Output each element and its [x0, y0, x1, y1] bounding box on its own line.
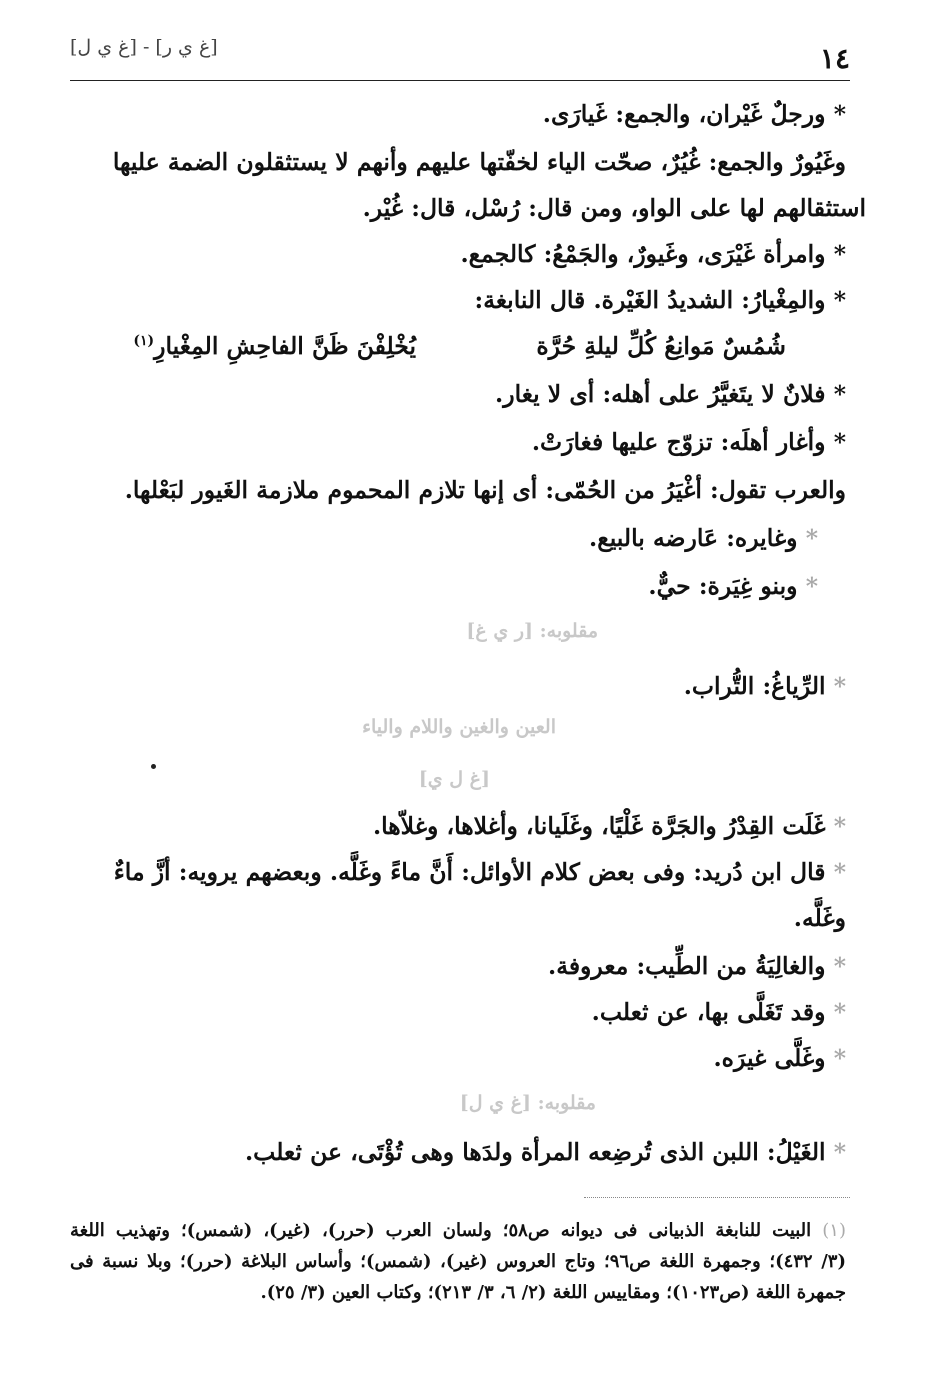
entry-line [363, 194, 866, 222]
entry-text: وقد تَغَلَّى بها، عن ثعلب. [591, 998, 826, 1026]
entry-line [548, 952, 846, 980]
entry-line [543, 100, 846, 128]
entry-text: والمِغْيارُ: الشديدُ الغَيْرة. قال النابغة: [474, 286, 826, 314]
footnote-text: البيت للنابغة الذبيانى فى ديوانه ص٥٨؛ ولسان العرب (حرر)، (غير)، (شمس)؛ وتهذيب اللغة [70, 1220, 812, 1241]
verse-first-hemistich: شُمُسٌ مَوانِعُ كُلِّ ليلةِ حُرَّة [536, 332, 786, 360]
entry-marker: * [833, 1138, 846, 1166]
footnote-marker: (١) [822, 1220, 846, 1241]
entry-line [475, 286, 846, 314]
entry-marker: * [833, 428, 846, 456]
entry-text: والغالِيَةُ من الطِّيب: معروفة. [548, 952, 826, 980]
entry-line [713, 1044, 846, 1072]
entry-text: غَلَت القِدْرُ والجَرَّة غَلْيًا، وغَلَيانا، وأغلاها، وغلاّها. [372, 812, 826, 840]
entry-text: وبنو غِيَرة: حيٌّ. [648, 572, 798, 600]
entry-text: والعرب تقول: أغْيَرُ من الحُمّى: أى إنها تلازم المحموم ملازمة الغَيور لبَعْلها. [124, 476, 846, 504]
entry-text: قال ابن دُريد: وفى بعض كلام الأوائل: أَنَّ ماءً وغَلَّه. وبعضهم يرويه: أزَّ ماءٌ [113, 858, 826, 886]
entry-marker: * [833, 380, 846, 408]
footnotes [70, 1215, 846, 1308]
entry-text: وامرأة غَيْرَى، وغَيورٌ، والجَمْعُ: كالجمع. [460, 240, 826, 268]
entry-marker: * [833, 812, 846, 840]
entry-line [592, 998, 846, 1026]
entry-line [460, 240, 846, 268]
entry-marker: * [833, 672, 846, 700]
section-title: مقلوبه: [غ ي ل] [459, 1092, 596, 1114]
print-speck [151, 764, 156, 769]
entry-text: وغَلَّه. [793, 904, 846, 932]
entry-text: فلانٌ لا يتَغيَّرُ على أهله: أى لا يغار. [495, 380, 826, 408]
page-number: ١٤ [819, 42, 850, 75]
entry-line [648, 572, 818, 600]
footnote-line [70, 1215, 846, 1246]
entry-marker: * [833, 100, 846, 128]
entry-line [66, 858, 846, 886]
entry-marker: * [833, 952, 846, 980]
entry-text: استثقالهم لها على الواو، ومن قال: رُسْل، قال: غُيْر. [362, 194, 866, 222]
entry-marker: * [805, 524, 818, 552]
footnote-line: (٣/ ٤٣٢)؛ وجمهرة اللغة ص٩٦؛ وتاج العروس (غير)، (شمس)؛ وأساس البلاغة (حرر)؛ وبلا نسبة فى [70, 1251, 846, 1272]
entry-text: وغايره: عَارضه بالبيع. [589, 524, 798, 552]
page-header [70, 30, 850, 81]
section-title: مقلوبه: [ر ي غ] [466, 620, 598, 642]
entry-line [684, 672, 846, 700]
entry-text: الرِّياغُ: التُّراب. [683, 672, 826, 700]
entry-line [532, 428, 846, 456]
entry-marker: * [833, 240, 846, 268]
entry-marker: * [833, 286, 846, 314]
entry-line [589, 524, 818, 552]
verse-second-hemistich [133, 332, 416, 360]
entry-line [794, 904, 846, 932]
entry-line [66, 148, 846, 176]
footnote-divider [584, 1197, 850, 1198]
entry-marker: * [833, 858, 846, 886]
entry-line [125, 476, 846, 504]
entry-text: وغَيُورٌ والجمع: غُيُرٌ، صحّت الياء لخفّتها عليهم وأنهم لا يستثقلون الضمة عليها [112, 148, 846, 176]
entry-line [245, 1138, 846, 1166]
verse-second-text: يُخْلِفْنَ ظَنَّ الفاحِشِ المِغْيارِ [154, 332, 416, 360]
section-title: العين والغين واللام والياء [362, 716, 556, 738]
footnote-line: جمهرة اللغة (ص١٠٢٣)؛ ومقاييس اللغة (٢/ ٦، ٣/ ٢١٣)؛ وكتاب العين (٣/ ٢٥). [260, 1282, 846, 1303]
entry-marker: * [833, 1044, 846, 1072]
entry-text: وغَلَّى غيرَه. [713, 1044, 826, 1072]
entry-line [373, 812, 846, 840]
footnote-reference: (١) [133, 333, 155, 350]
entry-line [495, 380, 846, 408]
running-head: [غ ي ر] - [غ ي ل] [70, 36, 218, 58]
entry-marker: * [805, 572, 818, 600]
section-title: [غ ل ي] [418, 768, 490, 790]
entry-text: الغَيْلُ: اللبن الذى تُرضِعه المرأة ولدَها وهى تُؤْتَى، عن ثعلب. [245, 1138, 826, 1166]
entry-text: ورجلٌ غَيْران، والجمع: غَيارَى. [542, 100, 826, 128]
entry-text: وأغار أهلَه: تزوّج عليها فغارَتْ. [531, 428, 826, 456]
entry-marker: * [833, 998, 846, 1026]
